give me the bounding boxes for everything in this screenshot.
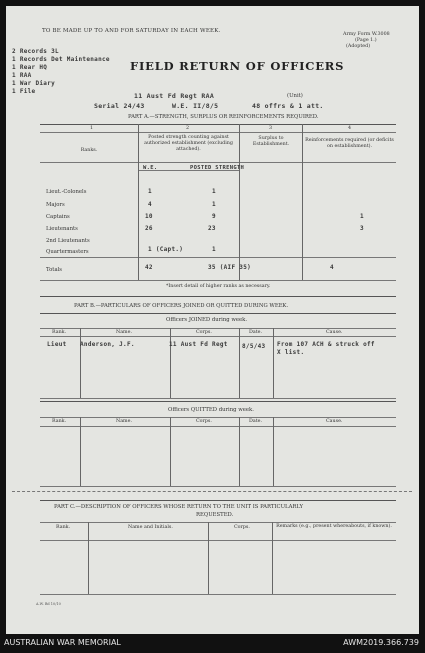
distribution-line: 1 File: [12, 88, 36, 95]
rank-label: Lieutenants: [46, 226, 78, 232]
rank-label: Captains: [46, 214, 70, 220]
reinforcement-value: 3: [360, 225, 364, 232]
posted-value: 1: [212, 188, 216, 195]
quitted-col-corps: Corps.: [196, 419, 212, 424]
quitted-title: Officers QUITTED during week.: [168, 407, 254, 413]
quitted-col-date: Date.: [249, 419, 262, 424]
rank-label: Majors: [46, 202, 65, 208]
footer-institution: AUSTRALIAN WAR MEMORIAL: [4, 638, 121, 647]
rank-label: 2nd Lieutenants: [46, 238, 90, 244]
part-b-title: PART B.—PARTICULARS OF OFFICERS JOINED OR QUITTED DURING WEEK.: [74, 303, 289, 309]
posted-value: 23: [208, 225, 216, 232]
joined-col-date: Date.: [249, 330, 262, 335]
form-page-number: (Page 1.): [355, 38, 377, 43]
col-num-2: 2: [186, 126, 190, 131]
totals-label: Totals: [46, 267, 63, 273]
sub-head-posted: POSTED STRENGTH: [190, 165, 245, 171]
part-a-footnote: *Insert detail of higher ranks as necessary.: [166, 284, 271, 289]
rank-label: Quartermasters: [46, 249, 89, 255]
quitted-col-rank: Rank.: [52, 419, 67, 424]
form-adopted-note: (Adopted): [346, 44, 371, 49]
we-value: 1: [148, 188, 152, 195]
totals-posted: 35 (AIF 35): [208, 264, 252, 271]
army-form-number: Army Form W.3008: [343, 32, 390, 37]
distribution-line: 1 War Diary: [12, 80, 56, 87]
distribution-line: 1 RAA: [12, 72, 32, 79]
form-header-instruction: TO BE MADE UP TO AND FOR SATURDAY IN EACH WEEK.: [42, 28, 221, 34]
joined-col-cause: Cause.: [326, 330, 343, 335]
form-page: [6, 6, 419, 634]
posted-value: 1: [212, 246, 216, 253]
print-code: A.W. Bd 10/10: [36, 602, 61, 606]
part-c-col-corps: Corps.: [234, 525, 250, 530]
posted-value: 9: [212, 213, 216, 220]
quitted-col-name: Name.: [116, 419, 132, 424]
distribution-line: 2 Records 3L: [12, 48, 59, 55]
posted-value: 1: [212, 201, 216, 208]
joined-corps: 11 Aust Fd Regt: [169, 341, 228, 348]
joined-name: Anderson, J.F.: [80, 341, 135, 348]
sub-head-we: W.E.: [143, 165, 158, 171]
joined-col-rank: Rank.: [52, 330, 67, 335]
col-num-3: 3: [269, 126, 273, 131]
joined-cause-line1: From 107 ACH & struck off: [277, 341, 375, 348]
col-num-4: 4: [348, 126, 352, 131]
reinforcement-value: 1: [360, 213, 364, 220]
joined-col-name: Name.: [116, 330, 132, 335]
serial-number: Serial 24/43: [94, 102, 145, 110]
we-value: 4: [148, 201, 152, 208]
col-head-reinforcements: Reinforcements required (or deficits on establishment).: [305, 138, 394, 149]
strength-note: 48 offrs & 1 att.: [252, 102, 324, 110]
quitted-col-cause: Cause.: [326, 419, 343, 424]
part-c-title-line1: PART C.—DESCRIPTION OF OFFICERS WHOSE RETURN TO THE UNIT IS PARTICULARLY: [54, 504, 304, 510]
part-c-title-line2: REQUESTED.: [196, 512, 234, 518]
col-head-ranks: Ranks.: [80, 148, 98, 153]
joined-title: Officers JOINED during week.: [166, 317, 248, 323]
unit-value: 11 Aust Fd Regt RAA: [134, 92, 215, 100]
unit-label: (Unit): [287, 93, 303, 99]
form-title: FIELD RETURN OF OFFICERS: [130, 59, 345, 73]
footer-accession-number: AWM2019.366.739: [343, 638, 419, 647]
distribution-line: 1 Records Det Maintenance: [12, 56, 110, 63]
part-c-col-remarks: Remarks (e.g., present whereabouts, if known).: [276, 524, 392, 529]
part-c-col-rank: Rank.: [56, 525, 71, 530]
col-head-posted: Posted strength counting against authorized establishment (excluding attached).: [144, 135, 233, 152]
war-establishment: W.E. II/8/5: [172, 102, 219, 110]
joined-rank: Lieut: [47, 341, 67, 348]
part-c-col-name: Name and Initials.: [128, 525, 173, 530]
col-num-1: 1: [90, 126, 94, 131]
joined-date: 8/5/43: [242, 343, 266, 350]
joined-cause-line2: X list.: [277, 349, 305, 356]
col-head-surplus: Surplus to Establishment.: [252, 136, 290, 147]
we-value: 26: [145, 225, 153, 232]
rank-label: Lieut.-Colonels: [46, 189, 87, 195]
we-value: 1 (Capt.): [148, 246, 184, 253]
totals-reinforcements: 4: [330, 264, 334, 271]
totals-we: 42: [145, 264, 153, 271]
distribution-line: 1 Rear HQ: [12, 64, 48, 71]
joined-col-corps: Corps.: [196, 330, 212, 335]
part-a-title: PART A.—STRENGTH, SURPLUS OR REINFORCEMENTS REQUIRED.: [128, 114, 319, 120]
we-value: 10: [145, 213, 153, 220]
